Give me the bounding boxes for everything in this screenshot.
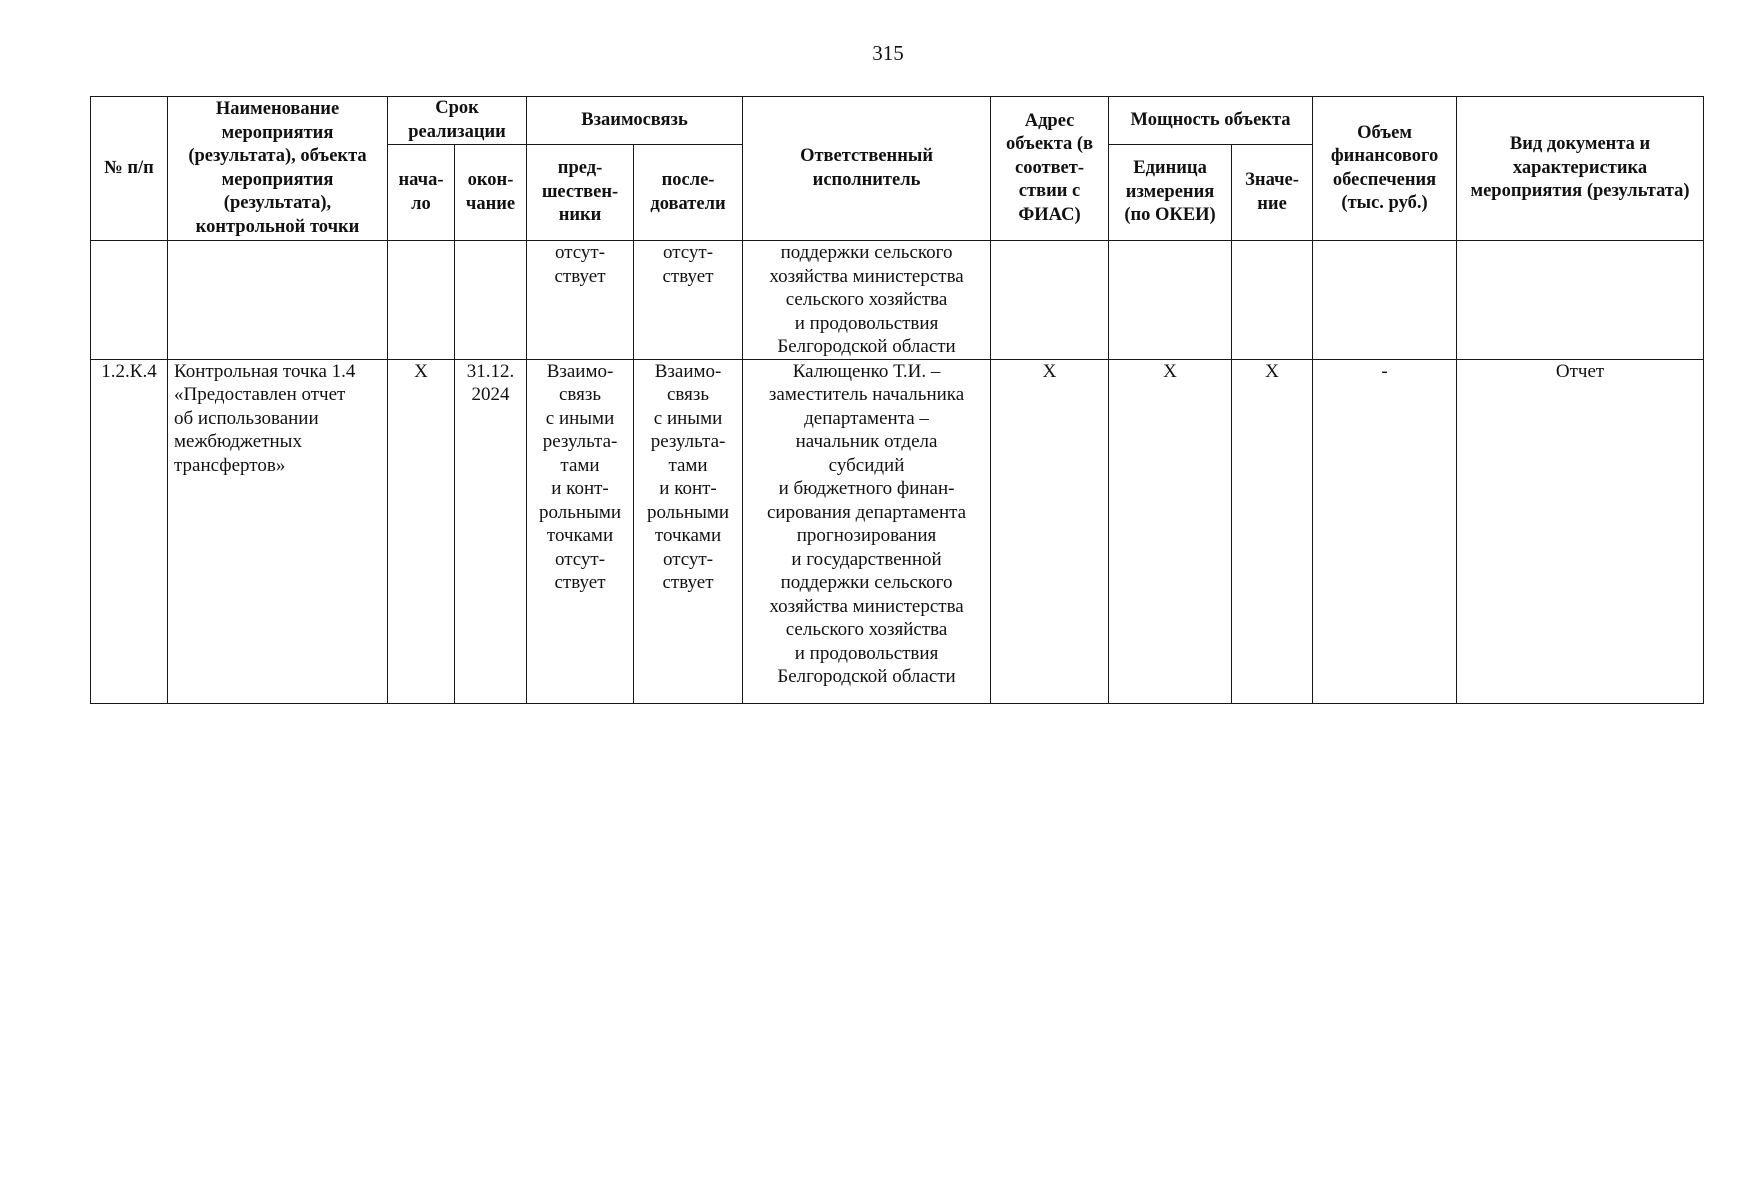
header-funding: Объем финансового обеспечения (тыс. руб.) [1313, 97, 1457, 241]
text-line: отсут- [554, 242, 606, 263]
cell-empty [91, 241, 168, 360]
text-line: заместитель начальника [768, 384, 965, 405]
text-line: связь [558, 384, 602, 405]
text-line: Взаимо- [546, 360, 614, 382]
header-name: Наименование мероприятия (результата), объекта мероприятия (результата), контрольной точки [168, 97, 388, 241]
header-term-end: окон-чание [455, 145, 527, 241]
cell-empty [1109, 241, 1232, 360]
text-line: и государственной [791, 548, 942, 570]
text-line: Контрольная точка 1.4 [174, 360, 356, 382]
text-line: сельского хозяйства [785, 289, 948, 310]
text-line: тами [668, 454, 708, 476]
text-line: ствует [662, 572, 714, 593]
text-line: рольными [647, 501, 730, 523]
text-line: департамента – [804, 407, 929, 429]
header-num: № п/п [91, 97, 168, 241]
text-line: Взаимо- [654, 360, 722, 382]
header-capacity: Мощность объекта [1109, 97, 1313, 145]
text-line: отсут- [554, 548, 606, 570]
text-line: отсут- [662, 242, 714, 263]
header-doc-type: Вид документа и характеристика мероприятия (результата) [1457, 97, 1704, 241]
cell-funding: - [1313, 359, 1457, 703]
text-line: 31.12. [466, 360, 515, 382]
header-relation: Взаимосвязь [527, 97, 743, 145]
cell-doc-type: Отчет [1457, 359, 1704, 703]
page-number: 315 [872, 41, 904, 65]
text-line: и бюджетного финан- [778, 478, 955, 499]
header-predecessors: пред-шествен-ники [527, 145, 634, 241]
header-term: Срок реализации [388, 97, 527, 145]
text-line: ствует [554, 265, 606, 287]
text-line: и продовольствия [794, 312, 939, 334]
text-line: и конт- [551, 478, 609, 499]
text-line: Калющенко Т.И. – [792, 360, 941, 382]
header-unit: Единица измерения (по ОКЕИ) [1109, 145, 1232, 241]
text-line: начальник отдела [795, 431, 938, 452]
cell-unit: Х [1109, 359, 1232, 703]
cell-empty [168, 241, 388, 360]
text-line: с иными [653, 407, 723, 429]
cell-name [168, 359, 388, 703]
text-line: рольными [539, 501, 622, 523]
text-line: хозяйства министерства [769, 265, 964, 287]
header-value: Значе-ние [1232, 145, 1313, 241]
cell-empty [991, 241, 1109, 360]
text-line: «Предоставлен отчет [174, 384, 346, 405]
text-line: точками [546, 525, 614, 546]
text-line: и продовольствия [794, 642, 939, 664]
text-line: ствует [662, 265, 714, 287]
text-line: ствует [554, 572, 606, 593]
text-line: межбюджетных [174, 431, 302, 452]
header-term-start: нача-ло [388, 145, 455, 241]
text-line: с иными [545, 407, 615, 429]
text-line: связь [666, 384, 710, 405]
cell-successors [634, 359, 743, 703]
cell-predecessors [527, 241, 634, 360]
header-address: Адрес объекта (в соответ-ствии с ФИАС) [991, 97, 1109, 241]
text-line: субсидий [828, 454, 905, 476]
text-line: Белгородской области [777, 666, 956, 687]
cell-num: 1.2.К.4 [91, 359, 168, 703]
text-line: поддержки сельского [780, 242, 953, 263]
text-line: отсут- [662, 548, 714, 570]
cell-empty [455, 241, 527, 360]
text-line: Белгородской области [777, 336, 956, 357]
cell-end [455, 359, 527, 703]
text-line: результа- [542, 431, 618, 452]
plan-table [90, 96, 1704, 704]
text-line: сельского хозяйства [785, 619, 948, 640]
text-line: результа- [650, 431, 726, 452]
header-successors: после-дователи [634, 145, 743, 241]
text-line: прогнозирования [796, 525, 937, 546]
cell-empty [1313, 241, 1457, 360]
cell-executor [743, 359, 991, 703]
header-executor: Ответственный исполнитель [743, 97, 991, 241]
text-line: тами [560, 454, 600, 476]
text-line: трансфертов» [174, 454, 286, 476]
cell-predecessors [527, 359, 634, 703]
text-line: сирования департамента [766, 501, 967, 523]
table-row [91, 359, 1704, 703]
cell-successors [634, 241, 743, 360]
table-row-continuation [91, 241, 1704, 360]
cell-empty [1457, 241, 1704, 360]
cell-empty [1232, 241, 1313, 360]
text-line: поддержки сельского [780, 572, 953, 593]
cell-executor [743, 241, 991, 360]
text-line: 2024 [471, 384, 510, 405]
text-line: об использовании [174, 407, 319, 429]
cell-value: Х [1232, 359, 1313, 703]
cell-address: Х [991, 359, 1109, 703]
cell-empty [388, 241, 455, 360]
text-line: хозяйства министерства [769, 595, 964, 617]
cell-start: Х [388, 359, 455, 703]
text-line: точками [654, 525, 722, 546]
text-line: и конт- [659, 478, 717, 499]
